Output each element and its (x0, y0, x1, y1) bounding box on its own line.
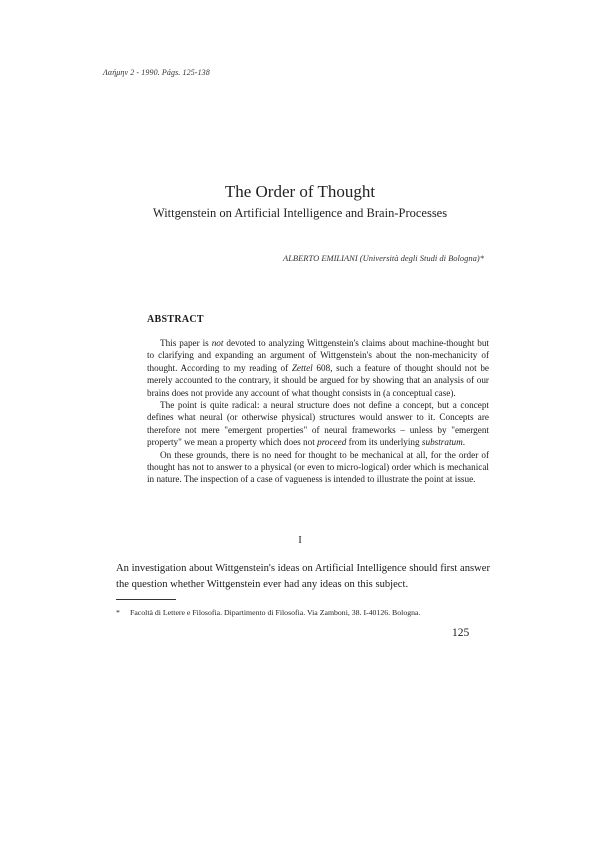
article-subtitle: Wittgenstein on Artificial Intelligence and Brain-Processes (152, 206, 448, 220)
abstract-text: from its underlying (346, 437, 422, 448)
abstract-emphasis: not (211, 338, 224, 348)
abstract-paragraph-1 (147, 337, 489, 399)
abstract-body (147, 337, 489, 486)
abstract-text: This paper is (160, 338, 212, 348)
footnote-mark: * (116, 608, 120, 617)
abstract-paragraph-3: On these grounds, there is no need for thought to be mechanical at all, for the order of thought has not to answer to a physical (or even to micro-logical) order which is mechanical in nature. The inspection of a case of vagueness is intended to illustrate the point at issue. (147, 449, 489, 485)
section-numeral: I (298, 535, 302, 546)
journal-reference: Λαήμην 2 - 1990. Págs. 125-138 (103, 68, 210, 77)
abstract-text: 608, such a feature of thought should not be merely accounted to the contrary, it should be argued for by showing that an analysis of our brains does not provide any account of what thought consists in (a conceptual case). (147, 362, 490, 398)
abstract-text: . (462, 437, 466, 448)
abstract-heading: ABSTRACT (147, 314, 204, 325)
page-number: 125 (452, 627, 470, 639)
body-paragraph: An investigation about Wittgenstein's ideas on Artificial Intelligence should first answer the question whether Wittgenstein ever had any ideas on this subject. (116, 563, 490, 590)
abstract-paragraph-2 (147, 399, 489, 449)
abstract-text: devoted to analyzing Wittgenstein's claims about machine-thought but to clarifying and expanding an argument of Wittgenstein's about the non-mechanicity of thought. According to my reading of (147, 338, 489, 373)
article-title: The Order of Thought (224, 182, 376, 201)
author-affiliation: ALBERTO EMILIANI (Università degli Studi di Bologna)* (283, 253, 484, 263)
abstract-emphasis: Zettel (291, 362, 313, 373)
footnote-divider (116, 599, 176, 600)
abstract-text: The point is quite radical: a neural structure does not define a concept, but a concept defines what neural (or otherwise physical) structures would answer to it. Concepts are therefore not mere "emergent properties" of neural frameworks – unless by "emergent property" we mean a property which does not (147, 400, 489, 448)
abstract-emphasis: proceed (317, 437, 347, 448)
footnote (116, 608, 496, 617)
section-body (116, 561, 490, 592)
footnote-text: Facoltà di Lettere e Filosofia. Dipartimento di Filosofia. Via Zamboni, 38. I-40126. Bologna. (130, 608, 421, 617)
abstract-emphasis: substratum (421, 437, 463, 448)
